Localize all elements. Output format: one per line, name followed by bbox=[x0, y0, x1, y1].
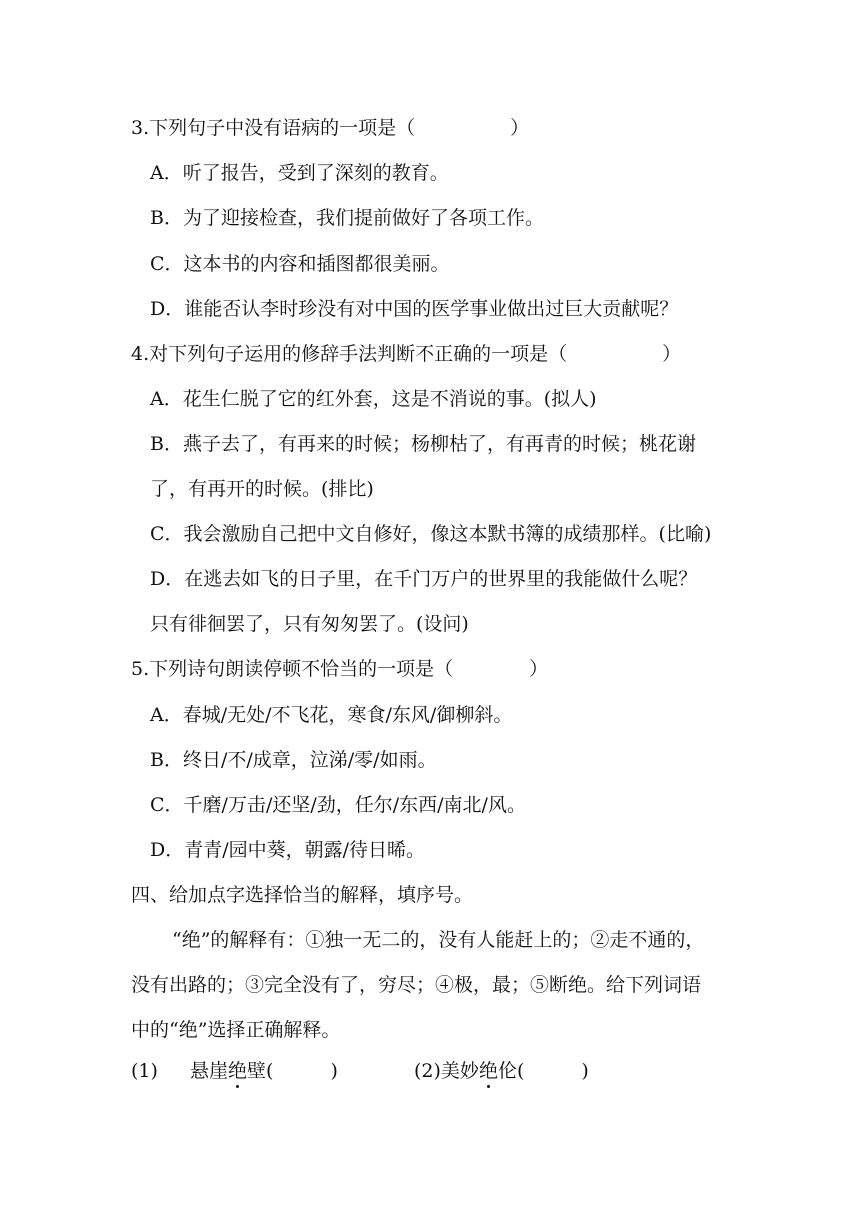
question-5-option-d: D．青青/园中葵，朝露/待日晞。 bbox=[150, 839, 426, 861]
question-3-option-d: D．谁能否认李时珍没有对中国的医学事业做出过巨大贡献呢？ bbox=[150, 298, 679, 320]
section-4-paragraph-line2: 没有出路的；③完全没有了，穷尽；④极，最；⑤断绝。给下列词语 bbox=[131, 974, 702, 996]
item-2-number: (2) bbox=[414, 1060, 441, 1082]
question-4-option-a: A．花生仁脱了它的红外套，这是不消说的事。(拟人) bbox=[150, 388, 597, 410]
question-4-option-b-line2: 了，有再开的时候。(排比) bbox=[150, 478, 374, 500]
section-4-title: 四、给加点字选择恰当的解释，填序号。 bbox=[131, 884, 474, 906]
item-2-dotted-char: 绝 bbox=[478, 1060, 498, 1082]
section-4-paragraph-line3: 中的“绝”选择正确解释。 bbox=[131, 1019, 341, 1041]
item-2-word bbox=[414, 1059, 589, 1083]
question-5-option-c: C．千磨/万击/还坚/劲，任尔/东西/南北/风。 bbox=[150, 794, 526, 816]
item-1-dotted-char: 绝 bbox=[228, 1060, 248, 1082]
item-1-word bbox=[190, 1059, 338, 1083]
question-5-option-b: B．终日/不/成章，泣涕/零/如雨。 bbox=[150, 749, 437, 771]
section-4-paragraph-line1: “绝”的解释有：①独一无二的，没有人能赶上的；②走不通的， bbox=[172, 929, 705, 951]
item-1-number: (1) bbox=[131, 1060, 158, 1082]
question-3-option-a: A．听了报告，受到了深刻的教育。 bbox=[150, 162, 449, 184]
question-5-stem: 5.下列诗句朗读停顿不恰当的一项是（ ） bbox=[131, 658, 549, 680]
question-3-option-b: B．为了迎接检查，我们提前做好了各项工作。 bbox=[150, 207, 544, 229]
item-2-prefix: 美妙 bbox=[440, 1060, 479, 1082]
question-4-option-d-line1: D．在逃去如飞的日子里，在千门万户的世界里的我能做什么呢？ bbox=[150, 568, 698, 590]
question-5-option-a: A．春城/无处/不飞花，寒食/东风/御柳斜。 bbox=[150, 704, 513, 726]
question-4-stem: 4.对下列句子运用的修辞手法判断不正确的一项是（ ） bbox=[131, 343, 682, 365]
question-4-option-c: C．我会激励自己把中文自修好，像这本默书簿的成绩那样。(比喻) bbox=[150, 523, 712, 545]
question-4-option-b-line1: B．燕子去了，有再来的时候；杨柳枯了，有再青的时候；桃花谢 bbox=[150, 433, 696, 455]
question-3-stem: 3.下列句子中没有语病的一项是（ ） bbox=[131, 117, 530, 139]
question-4-option-d-line2: 只有徘徊罢了，只有匆匆罢了。(设问) bbox=[150, 613, 469, 635]
item-1-prefix: 悬崖 bbox=[190, 1060, 229, 1082]
question-3-option-c: C．这本书的内容和插图都很美丽。 bbox=[150, 253, 450, 275]
item-2-suffix-blank: 伦( ) bbox=[497, 1060, 589, 1082]
item-1-suffix-blank: 壁( ) bbox=[247, 1060, 338, 1082]
